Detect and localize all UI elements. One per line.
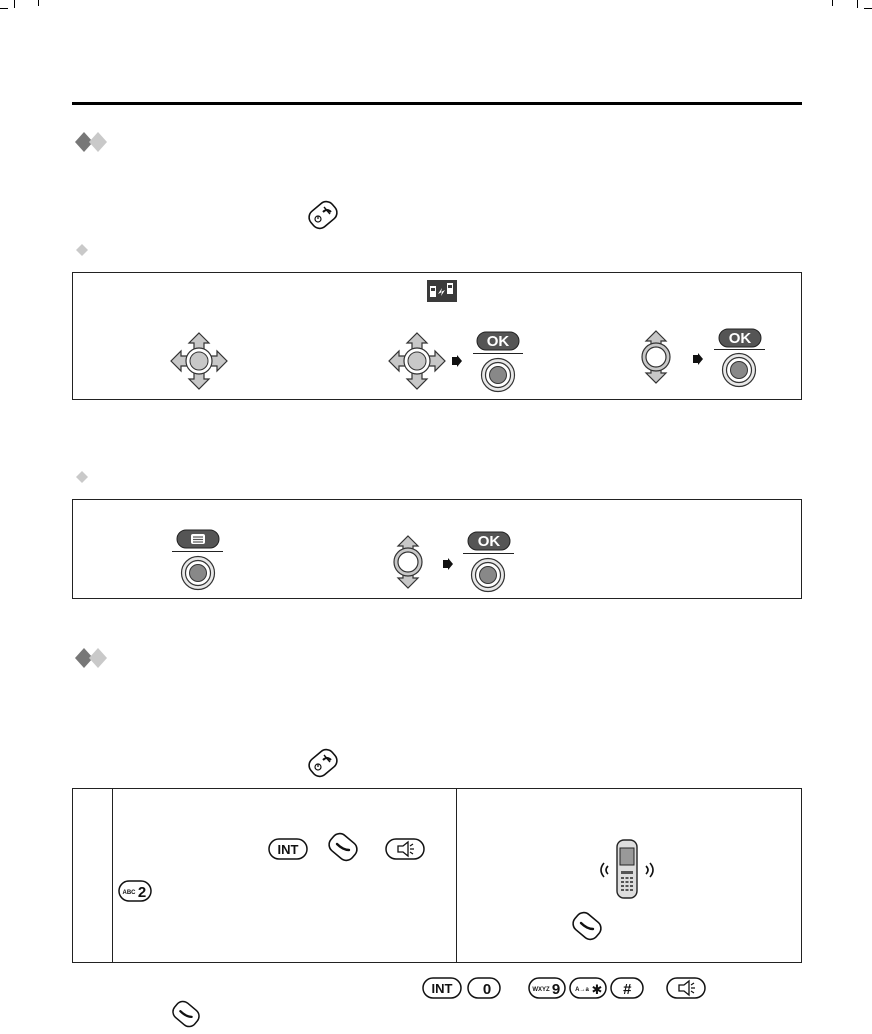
svg-text:OK: OK	[728, 330, 752, 347]
svg-text:A→a: A→a	[575, 987, 589, 993]
crop-mark-top-left-v	[14, 0, 15, 8]
header-rule	[72, 102, 802, 105]
off-key-icon	[307, 747, 339, 784]
up-down-navigator-icon	[392, 535, 424, 594]
menu-key-divider	[172, 551, 223, 552]
svg-text:✱: ✱	[591, 983, 603, 998]
svg-text:INT: INT	[277, 842, 299, 857]
key-9	[528, 977, 566, 1004]
then-arrow-icon	[452, 354, 462, 372]
select-center-key-icon	[180, 555, 216, 596]
handset-transfer-display-icon	[427, 280, 457, 307]
four-way-navigator-icon	[170, 332, 228, 395]
table-col-divider-2	[456, 788, 457, 963]
speakerphone-key-icon	[385, 838, 425, 865]
speakerphone-key-icon	[666, 977, 706, 1004]
then-arrow-icon	[693, 352, 703, 370]
crop-mark-top-right-h	[864, 8, 872, 9]
svg-text:2: 2	[137, 884, 147, 901]
procedure-table	[72, 788, 802, 963]
crop-mark-top-mid-right	[832, 0, 833, 6]
svg-text:0: 0	[482, 981, 492, 998]
intercom-key	[268, 838, 308, 865]
ok-key-divider	[463, 553, 514, 554]
talk-key-icon	[327, 831, 359, 868]
talk-key-icon	[571, 910, 603, 947]
table-col-divider-1	[112, 788, 113, 963]
off-key-icon	[307, 199, 339, 236]
key-star	[569, 977, 607, 1004]
double-diamond-icon	[75, 132, 109, 152]
select-center-key-icon	[470, 557, 506, 598]
svg-text:ABC: ABC	[122, 890, 136, 896]
key-hash	[610, 977, 644, 1004]
then-arrow-icon	[443, 557, 453, 575]
ringing-handset-icon	[597, 838, 657, 905]
ok-key-divider	[473, 353, 523, 354]
ok-key-divider	[714, 349, 765, 350]
sub-bullet-1-icon	[76, 244, 88, 256]
four-way-navigator-icon	[388, 332, 446, 395]
up-down-navigator-icon	[640, 330, 672, 389]
section-2-header-icon	[75, 648, 109, 668]
key-0	[467, 977, 501, 1004]
svg-text:INT: INT	[431, 981, 453, 996]
crop-mark-top-mid-left	[38, 0, 39, 6]
svg-text:9: 9	[551, 981, 561, 998]
svg-text:OK: OK	[486, 333, 510, 350]
crop-mark-top-left-h	[0, 8, 8, 9]
double-diamond-icon	[75, 648, 109, 668]
select-center-key-icon	[480, 357, 516, 398]
svg-text:WXYZ: WXYZ	[532, 987, 550, 993]
svg-text:OK: OK	[477, 533, 501, 550]
sub-bullet-2-icon	[76, 471, 88, 483]
section-1-header-icon	[75, 132, 109, 152]
key-2	[118, 880, 152, 907]
svg-text:#: #	[622, 981, 632, 998]
select-center-key-icon	[721, 352, 757, 393]
intercom-key	[422, 977, 462, 1004]
crop-mark-top-right-v	[857, 0, 858, 8]
